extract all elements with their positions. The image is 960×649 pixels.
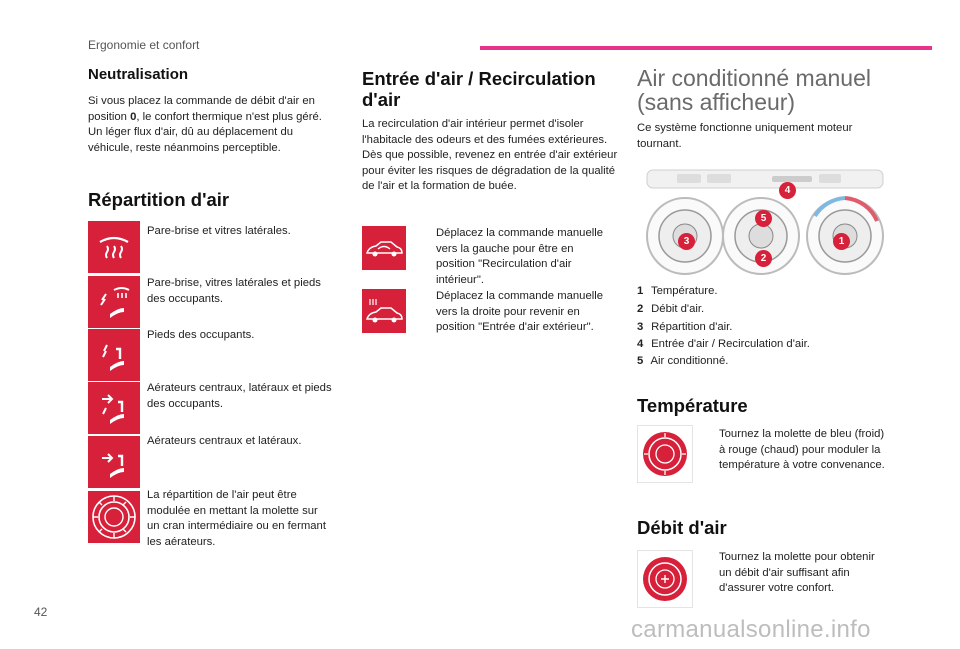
distribution-dial-icon	[88, 491, 140, 543]
entree-intro: La recirculation d'air intérieur permet d'isoler l'habitacle des odeurs et des fumées extérieures. Dès que possible, revenez en entrée d'air extérieur pour éviter les risques de dégradation de la qualité de l'air et la formation de buée.	[362, 118, 618, 192]
callout-badge: 2	[755, 250, 772, 267]
callout-badge: 4	[779, 182, 796, 199]
ac-control-panel-illustration	[637, 166, 887, 278]
windscreen-defrost-icon	[88, 221, 140, 273]
vents-icon	[88, 436, 140, 488]
neutralisation-title: Neutralisation	[88, 66, 189, 83]
recirculation-car-icon	[362, 226, 406, 270]
repartition-item-text: Pare-brise, vitres latérales et pieds des occupants.	[147, 277, 321, 305]
legend-item: 1 Température.	[637, 285, 718, 297]
neutralisation-text: Si vous placez la commande de débit d'air en position 0, le confort thermique n'est plus géré. Un léger flux d'air, dû au déplacement du véhicule, reste néanmoins perceptible.	[88, 95, 322, 154]
callout-badge: 5	[755, 210, 772, 227]
repartition-title: Répartition d'air	[88, 189, 230, 210]
ac-title: Air conditionné manuel (sans afficheur)	[637, 65, 871, 115]
bullet-fresh-air: Déplacez la commande manuelle vers la droite pour revenir en position "Entrée d'air extérieur".	[436, 290, 604, 333]
vents-and-feet-icon	[88, 382, 140, 434]
feet-icon	[88, 329, 140, 381]
windscreen-and-feet-icon	[88, 276, 140, 328]
repartition-item-text: Pieds des occupants.	[147, 329, 255, 341]
legend-item: 3 Répartition d'air.	[637, 321, 733, 333]
repartition-item-text: Aérateurs centraux, latéraux et pieds des occupants.	[147, 382, 332, 410]
entree-title: Entrée d'air / Recirculation d'air	[362, 68, 596, 110]
legend-item: 2 Débit d'air.	[637, 303, 705, 315]
callout-badge: 3	[678, 233, 695, 250]
legend-item: 4 Entrée d'air / Recirculation d'air.	[637, 338, 810, 350]
watermark-text: carmanualsonline.info	[631, 616, 871, 643]
header-accent-bar	[480, 46, 932, 50]
airflow-dial-icon	[637, 550, 693, 608]
debit-title: Débit d'air	[637, 517, 727, 538]
callout-badge: 1	[833, 233, 850, 250]
page-number: 42	[34, 605, 48, 619]
bullet-recirculation: Déplacez la commande manuelle vers la gauche pour être en position "Recirculation d'air intérieur".	[436, 227, 604, 286]
legend-item: 5 Air conditionné.	[637, 355, 729, 367]
ac-intro: Ce système fonctionne uniquement moteur tournant.	[637, 122, 853, 150]
repartition-item-text: Aérateurs centraux et latéraux.	[147, 435, 302, 447]
repartition-item-text: Pare-brise et vitres latérales.	[147, 225, 291, 237]
debit-bullet: Tournez la molette pour obtenir un débit d'air suffisant afin d'assurer votre confort.	[719, 551, 875, 594]
fresh-air-car-icon	[362, 289, 406, 333]
temperature-title: Température	[637, 395, 748, 416]
section-header: Ergonomie et confort	[88, 38, 200, 52]
temperature-bullet: Tournez la molette de bleu (froid) à rouge (chaud) pour moduler la température à votre convenance.	[719, 428, 885, 471]
repartition-item-text: La répartition de l'air peut être modulée en mettant la molette sur un cran intermédiaire ou en fermant les aérateurs.	[147, 489, 326, 548]
temperature-dial-icon	[637, 425, 693, 483]
